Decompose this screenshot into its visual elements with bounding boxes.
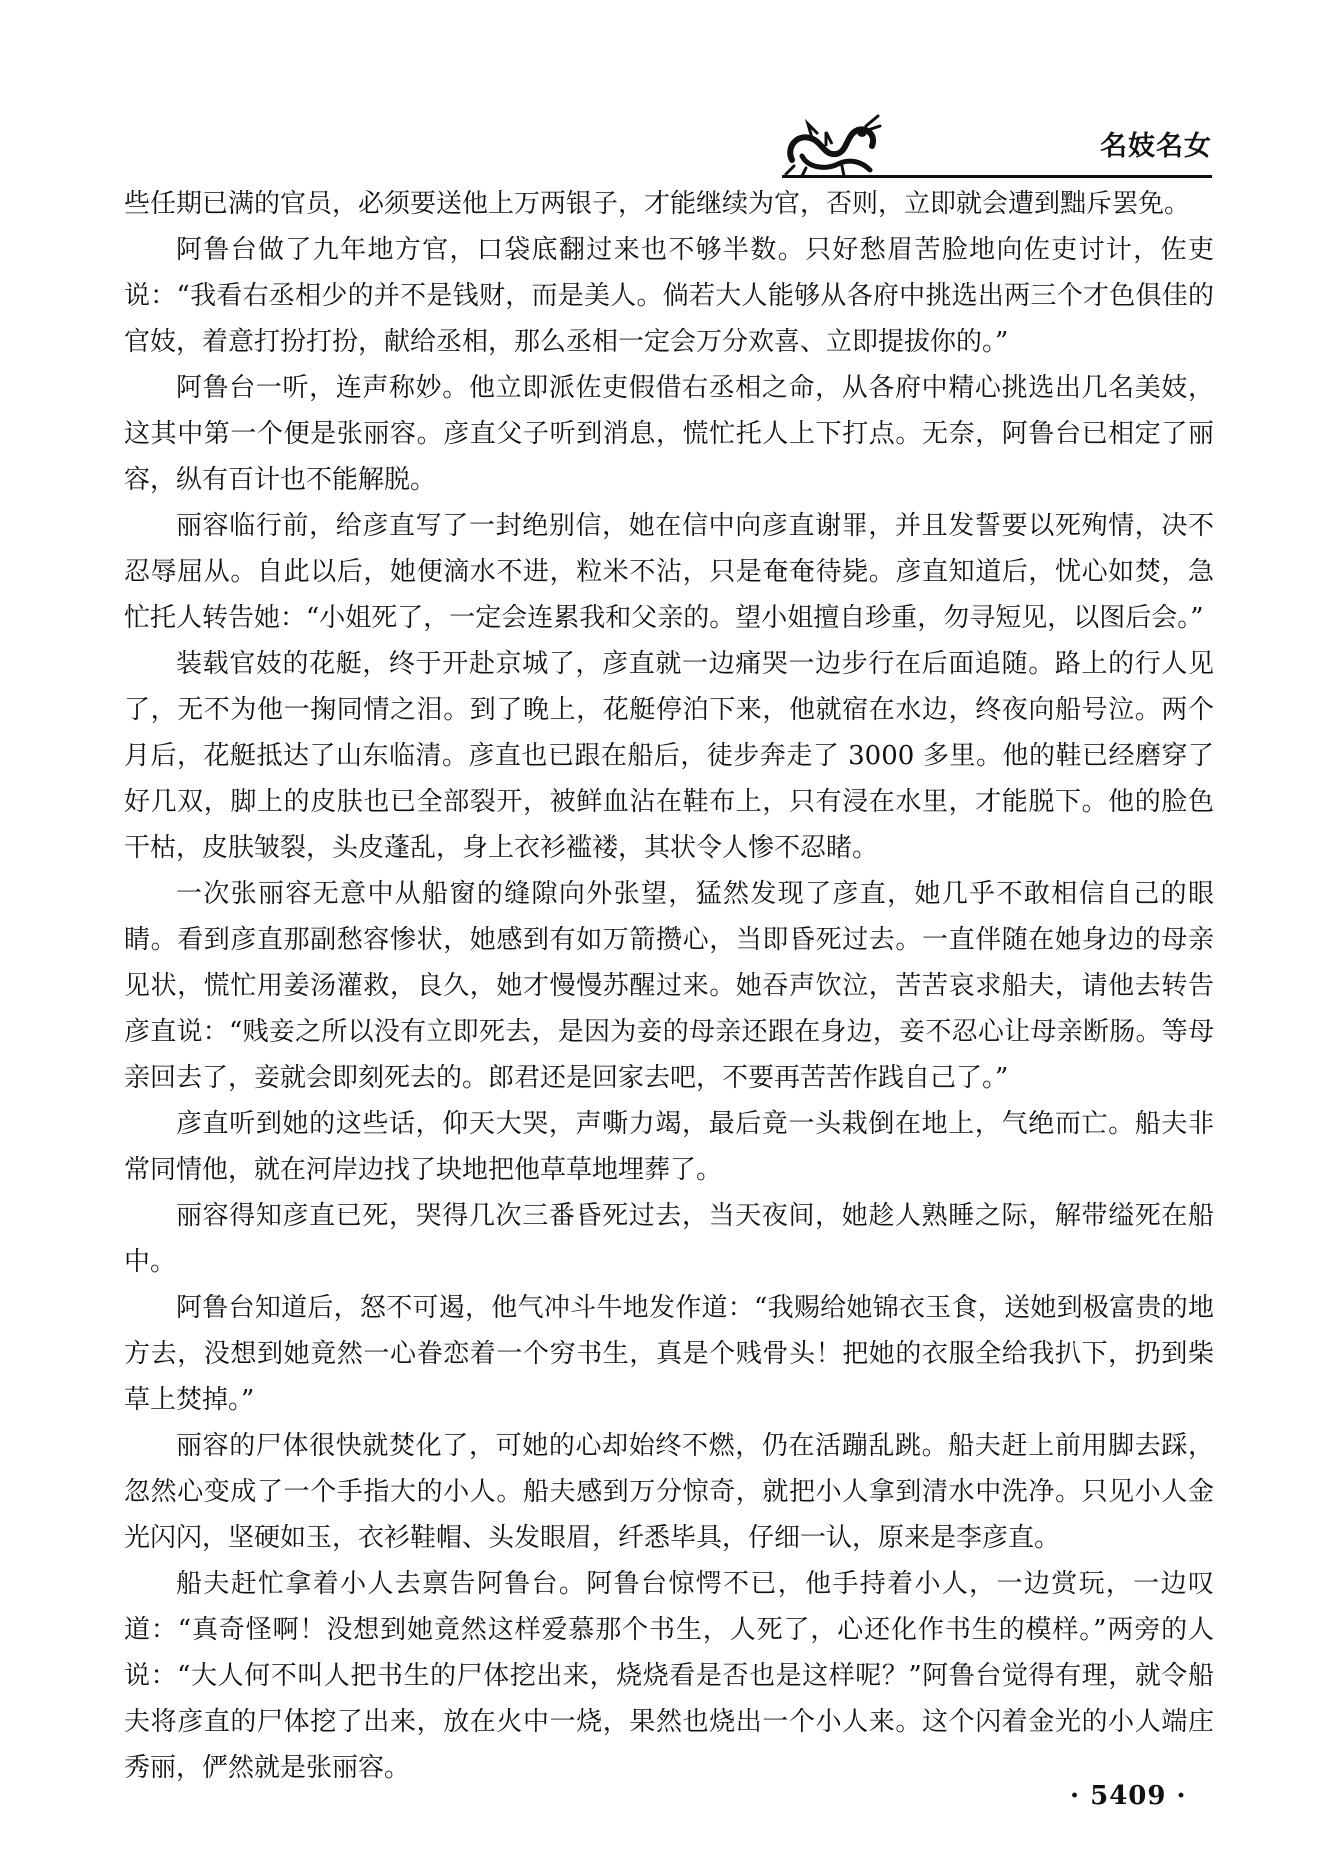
- header-rule: [782, 175, 1212, 178]
- paragraph: 丽容得知彦直已死，哭得几次三番昏死过去，当天夜间，她趁人熟睡之际，解带缢死在船中。: [124, 1201, 1214, 1277]
- paragraph: 些任期已满的官员，必须要送他上万两银子，才能继续为官，否则，立即就会遭到黜斥罢免。: [124, 189, 1191, 219]
- page-number: · 5409 ·: [1070, 1781, 1187, 1811]
- paragraph: 丽容的尸体很快就焚化了，可她的心却始终不燃，仍在活蹦乱跳。船夫赶上前用脚去踩，忽然心变成了一个手指大的小人。船夫感到万分惊奇，就把小人拿到清水中洗净。只见小人金光闪闪，坚硬如玉，衣衫鞋帽、头发眼眉，纤悉毕具，仔细一认，原来是李彦直。: [124, 1431, 1214, 1553]
- paragraph: 船夫赶忙拿着小人去禀告阿鲁台。阿鲁台惊愕不已，他手持着小人，一边赏玩，一边叹道：“真奇怪啊！没想到她竟然这样爱慕那个书生，人死了，心还化作书生的模样。”两旁的人说：“大人何不叫人把书生的尸体挖出来，烧烧看是否也是这样呢？”阿鲁台觉得有理，就令船夫将彦直的尸体挖了出来，放在火中一烧，果然也烧出一个小人来。这个闪着金光的小人端庄秀丽，俨然就是张丽容。: [124, 1569, 1214, 1783]
- running-header: [782, 108, 1212, 178]
- body-text: [124, 181, 1214, 1791]
- paragraph: 一次张丽容无意中从船窗的缝隙向外张望，猛然发现了彦直，她几乎不敢相信自己的眼睛。看到彦直那副愁容惨状，她感到有如万箭攒心，当即昏死过去。一直伴随在她身边的母亲见状，慌忙用姜汤灌救，良久，她才慢慢苏醒过来。她吞声饮泣，苦苦哀求船夫，请他去转告彦直说：“贱妾之所以没有立即死去，是因为妾的母亲还跟在身边，妾不忍心让母亲断肠。等母亲回去了，妾就会即刻死去的。郎君还是回家去吧，不要再苦苦作践自己了。”: [124, 879, 1214, 1093]
- paragraph: 彦直听到她的这些话，仰天大哭，声嘶力竭，最后竟一头栽倒在地上，气绝而亡。船夫非常同情他，就在河岸边找了块地把他草草地埋葬了。: [124, 1109, 1214, 1185]
- header-title: 名妓名女: [1100, 131, 1212, 162]
- paragraph: 装载官妓的花艇，终于开赴京城了，彦直就一边痛哭一边步行在后面追随。路上的行人见了，无不为他一掬同情之泪。到了晚上，花艇停泊下来，他就宿在水边，终夜向船号泣。两个月后，花艇抵达了山东临清。彦直也已跟在船后，徒步奔走了 3000 多里。他的鞋已经磨穿了好几双，脚上的皮肤也已全部裂开，被鲜血沾在鞋布上，只有浸在水里，才能脱下。他的脸色干枯，皮肤皱裂，头皮蓬乱，身上衣衫褴褛，其状令人惨不忍睹。: [124, 649, 1214, 863]
- dragon-icon: [782, 108, 882, 178]
- paragraph: 阿鲁台知道后，怒不可遏，他气冲斗牛地发作道：“我赐给她锦衣玉食，送她到极富贵的地方去，没想到她竟然一心眷恋着一个穷书生，真是个贱骨头！把她的衣服全给我扒下，扔到柴草上焚掉。”: [124, 1293, 1214, 1415]
- paragraph: 阿鲁台一听，连声称妙。他立即派佐吏假借右丞相之命，从各府中精心挑选出几名美妓，这其中第一个便是张丽容。彦直父子听到消息，慌忙托人上下打点。无奈，阿鲁台已相定了丽容，纵有百计也不能解脱。: [124, 373, 1214, 495]
- paragraph: 丽容临行前，给彦直写了一封绝别信，她在信中向彦直谢罪，并且发誓要以死殉情，决不忍辱屈从。自此以后，她便滴水不进，粒米不沾，只是奄奄待毙。彦直知道后，忧心如焚，急忙托人转告她：“小姐死了，一定会连累我和父亲的。望小姐擅自珍重，勿寻短见，以图后会。”: [124, 511, 1214, 633]
- paragraph: 阿鲁台做了九年地方官，口袋底翻过来也不够半数。只好愁眉苦脸地向佐吏讨计，佐吏说：“我看右丞相少的并不是钱财，而是美人。倘若大人能够从各府中挑选出两三个才色俱佳的官妓，着意打扮打扮，献给丞相，那么丞相一定会万分欢喜、立即提拔你的。”: [124, 235, 1214, 357]
